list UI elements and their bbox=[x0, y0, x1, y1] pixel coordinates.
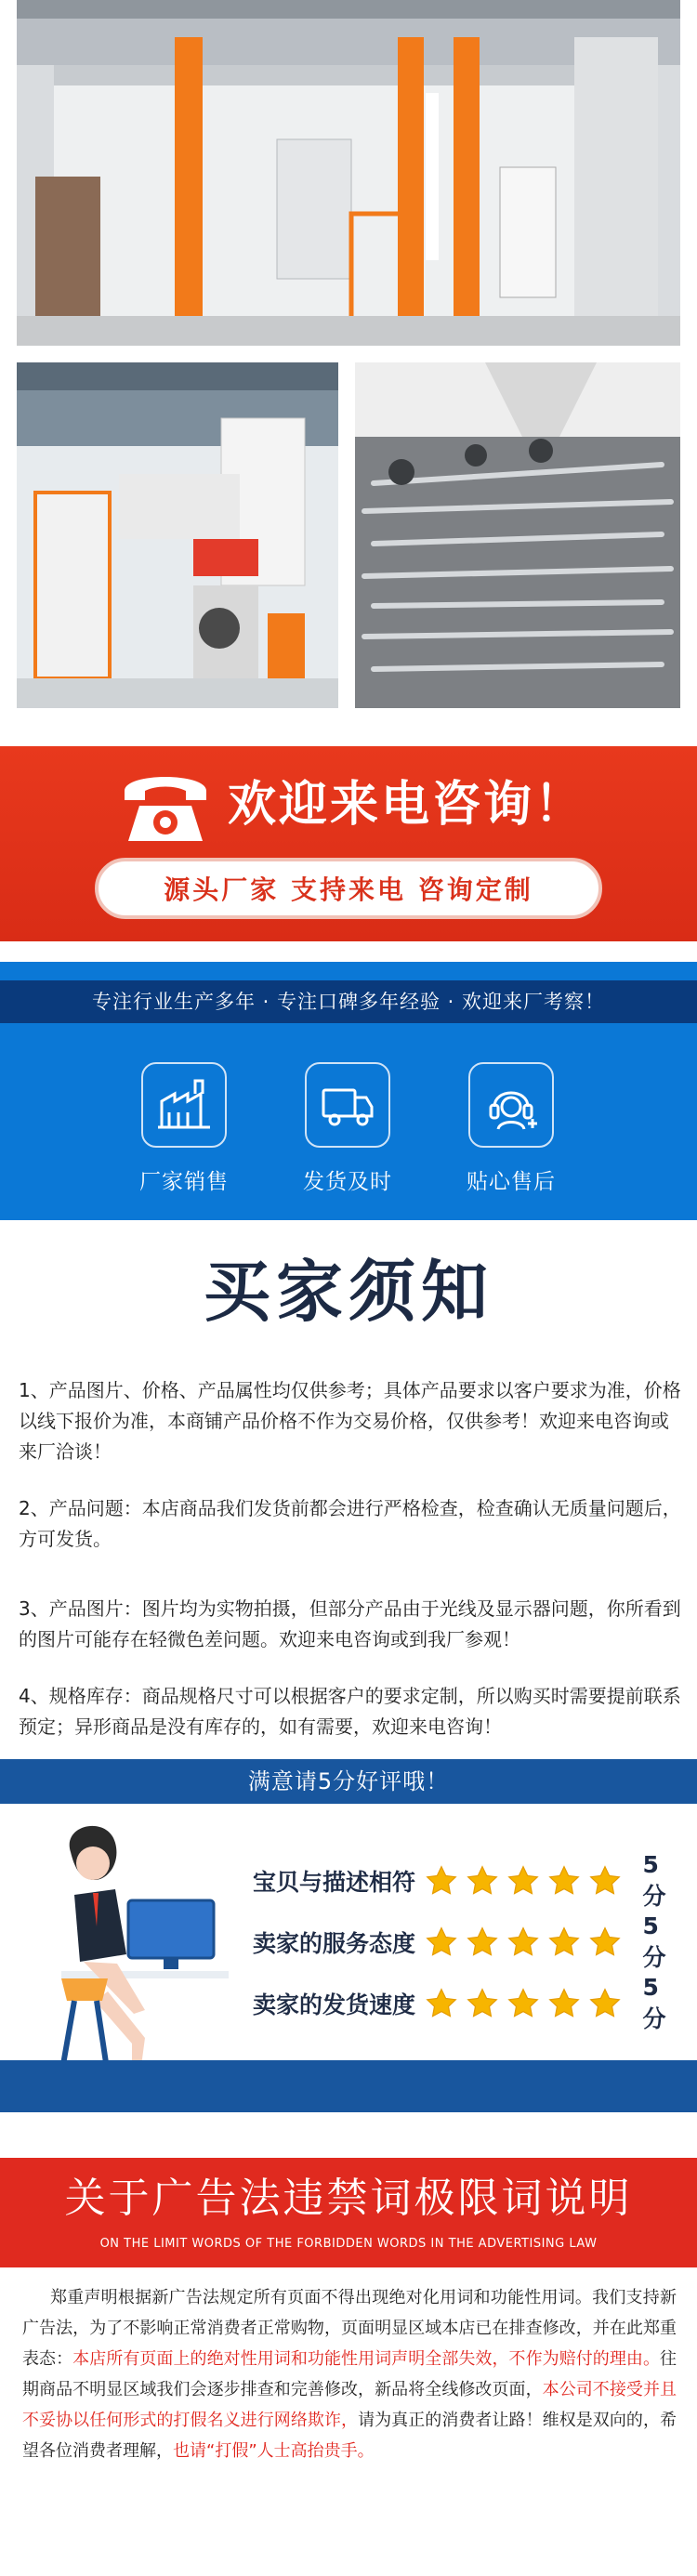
notice-item: 2、产品问题：本店商品我们发货前都会进行严格检查，检查确认无质量问题后，方可发货。 bbox=[19, 1497, 681, 1550]
star-icon bbox=[424, 1925, 459, 1959]
welcome-call-heading: 欢迎来电咨询！ bbox=[228, 777, 586, 833]
rating-row-description-match bbox=[253, 1850, 680, 1910]
star-icon bbox=[587, 1864, 623, 1898]
buyer-notice-title: 买家须知 bbox=[203, 1253, 493, 1331]
buyer-notice-list bbox=[19, 1375, 682, 1768]
customer-service-icon bbox=[468, 1062, 554, 1148]
ad-law-subtitle: ON THE LIMIT WORDS OF THE FORBIDDEN WORDS IN THE ADVERTISING LAW bbox=[99, 2237, 598, 2251]
factory-tagline: 专注行业生产多年 · 专注口碑多年经验 · 欢迎来厂考察！ bbox=[0, 980, 697, 1023]
spray-gun-parts-photo[interactable] bbox=[355, 362, 680, 708]
advertising-law-statement bbox=[0, 2158, 697, 2576]
rating-score: 5分 bbox=[642, 1973, 666, 2032]
notice-item: 1、产品图片、价格、产品属性均仅供参考；具体产品要求以客户要求为准，价格以线下报价为准，本商铺产品价格不作为交易价格，仅供参考！欢迎来电咨询或来厂洽谈！ bbox=[19, 1379, 681, 1463]
feature-after-sales bbox=[446, 1062, 576, 1195]
rating-label: 卖家的服务态度 bbox=[253, 1930, 416, 1957]
rating-footer-bar bbox=[0, 2060, 697, 2112]
telephone-icon bbox=[119, 763, 212, 847]
rating-label: 卖家的发货速度 bbox=[253, 1991, 416, 2018]
star-rating[interactable] bbox=[424, 1925, 623, 1959]
ad-law-title: 关于广告法违禁词极限词说明 bbox=[64, 2175, 633, 2222]
star-icon bbox=[587, 1925, 623, 1959]
delivery-truck-icon bbox=[305, 1062, 390, 1148]
feature-label: 厂家销售 bbox=[139, 1170, 229, 1194]
star-icon bbox=[546, 1864, 582, 1898]
rating-row-service-attitude bbox=[253, 1912, 680, 1971]
slogan-pill bbox=[95, 858, 602, 919]
feature-fast-delivery bbox=[283, 1062, 413, 1195]
rating-row-shipping-speed bbox=[253, 1973, 680, 2032]
five-star-rating-section bbox=[0, 1759, 697, 2112]
ad-law-text: 请为真正的消费者让路！维权是双向的，希望各位消费者理解， bbox=[22, 2411, 677, 2461]
call-us-banner bbox=[0, 746, 697, 941]
star-icon bbox=[424, 1987, 459, 2020]
star-icon bbox=[506, 1864, 541, 1898]
ad-law-text: 往期商品不明显区域我们会逐步排查和完善修改，新品将全线修改页面， bbox=[22, 2349, 677, 2399]
ad-law-red-text: 本公司不接受并且不妥协以任何形式的打假名义进行网络欺诈， bbox=[22, 2380, 677, 2430]
star-icon bbox=[587, 1987, 623, 2020]
star-icon bbox=[465, 1864, 500, 1898]
rating-score: 5分 bbox=[642, 1850, 666, 1910]
factory-features-strip bbox=[0, 962, 697, 1220]
powder-coating-machine-photo[interactable] bbox=[17, 362, 338, 708]
ad-law-red-text: 也请“打假”人士高抬贵手。 bbox=[173, 2441, 375, 2461]
customer-service-agent-illustration bbox=[6, 1815, 238, 2094]
star-icon bbox=[506, 1925, 541, 1959]
feature-label: 贴心售后 bbox=[467, 1170, 556, 1194]
star-icon bbox=[465, 1987, 500, 2020]
ad-law-text: 郑重声明根据新广告法规定所有页面不得出现绝对化用词和功能性用词。我们支持新广告法，为了不影响正常消费者正常购物，页面明显区域本店已在排查修改，并在此郑重表态： bbox=[22, 2288, 677, 2369]
ad-law-body bbox=[22, 2282, 677, 2466]
star-icon bbox=[546, 1925, 582, 1959]
star-icon bbox=[546, 1987, 582, 2020]
feature-label: 发货及时 bbox=[303, 1170, 392, 1194]
spray-booth-photo[interactable] bbox=[17, 0, 680, 346]
star-rating[interactable] bbox=[424, 1864, 623, 1898]
ad-law-red-text: 本店所有页面上的绝对性用词和功能性用词声明全部失效，不作为赔付的理由。 bbox=[72, 2349, 661, 2369]
feature-factory-sales bbox=[119, 1062, 249, 1195]
notice-item: 3、产品图片：图片均为实物拍摄，但部分产品由于光线及显示器问题，你所看到的图片可能存在轻微色差问题。欢迎来电咨询或到我厂参观！ bbox=[19, 1597, 681, 1650]
slogan-text: 源头厂家 支持来电 咨询定制 bbox=[164, 874, 533, 905]
rating-label: 宝贝与描述相符 bbox=[253, 1869, 416, 1896]
star-icon bbox=[506, 1987, 541, 2020]
factory-icon bbox=[141, 1062, 227, 1148]
rating-header: 满意请5分好评哦！ bbox=[0, 1759, 697, 1804]
star-icon bbox=[465, 1925, 500, 1959]
star-icon bbox=[424, 1864, 459, 1898]
rating-score: 5分 bbox=[642, 1912, 666, 1971]
product-photo-gallery bbox=[0, 0, 697, 734]
notice-item: 4、规格库存：商品规格尺寸可以根据客户的要求定制，所以购买时需要提前联系预定；异形商品是没有库存的，如有需要，欢迎来电咨询！ bbox=[19, 1685, 681, 1738]
star-rating[interactable] bbox=[424, 1987, 623, 2020]
